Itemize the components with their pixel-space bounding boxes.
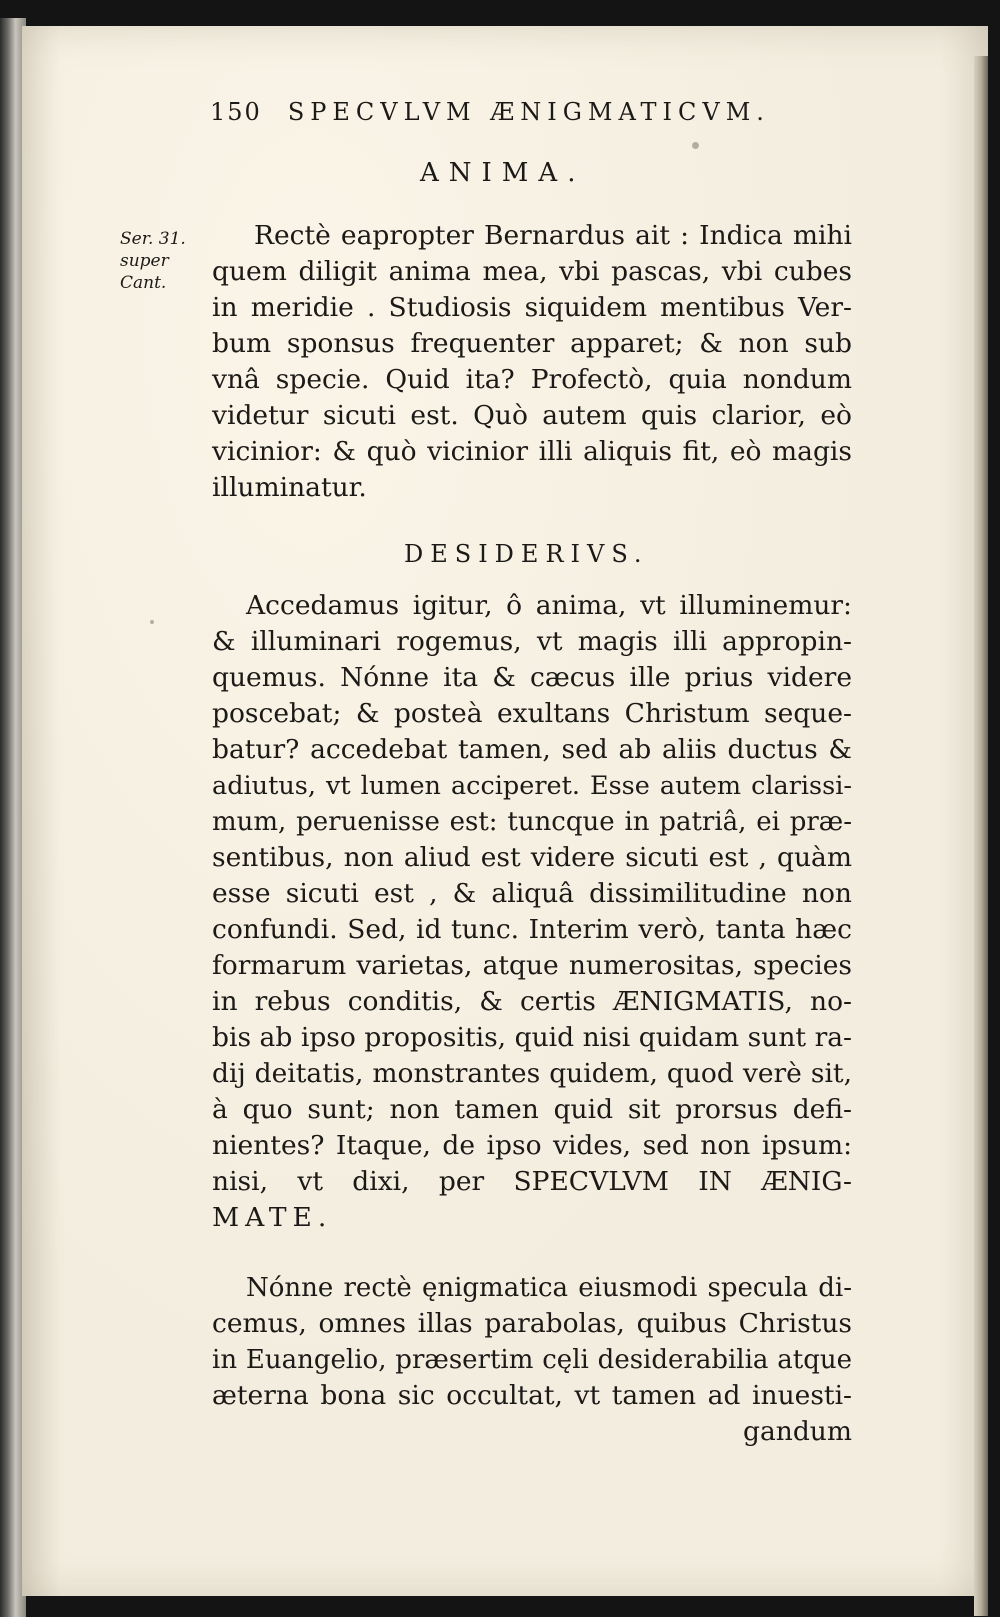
margin-note	[120, 228, 210, 294]
text-line: illuminatur.	[212, 472, 367, 503]
paragraph-continuation	[212, 1270, 852, 1450]
text-line: quemus. Nónne ita & cæcus ille prius videre	[212, 662, 852, 693]
text-line: Rectè eapropter Bernardus ait : Indica mihi	[254, 220, 852, 251]
running-title: SPECVLVM ÆNIGMATICVM.	[287, 98, 770, 126]
text-line: Nónne rectè ęnigmatica eiusmodi specula di-	[246, 1273, 852, 1303]
text-line: videtur sicuti est. Quò autem quis clarior, eò	[212, 400, 852, 431]
text-line: vnâ specie. Quid ita? Profectò, quia nondum	[212, 364, 852, 395]
text-line: sentibus, non aliud est videre sicuti est , quàm	[212, 842, 852, 873]
page-number: 150	[210, 98, 262, 126]
margin-note-line: Cant.	[120, 273, 167, 293]
text-line: MATE.	[212, 1202, 333, 1233]
text-line: & illuminari rogemus, vt magis illi appropin-	[212, 626, 852, 657]
text-line: dij deitatis, monstrantes quidem, quod verè sit,	[212, 1058, 852, 1089]
ink-speck	[150, 620, 154, 624]
catchword: gandum	[743, 1416, 852, 1447]
text-line: mum, peruenisse est: tuncque in patriâ, ei præ-	[212, 807, 852, 837]
text-line: esse sicuti est , & aliquâ dissimilitudine non	[212, 878, 852, 909]
text-line: vicinior: & quò vicinior illi aliquis fit, eò magis	[212, 436, 852, 467]
text-line: poscebat; & posteà exultans Christum seque-	[212, 698, 852, 729]
text-line: batur? accedebat tamen, sed ab aliis ductus &	[212, 734, 852, 765]
section-heading-desiderius: DESIDERIVS.	[404, 540, 649, 568]
running-head	[210, 98, 770, 126]
text-line: nientes? Itaque, de ipso vides, sed non ipsum:	[212, 1130, 852, 1161]
margin-note-line: Ser. 31.	[120, 229, 186, 249]
ink-speck	[692, 142, 699, 149]
text-line: à quo sunt; non tamen quid sit prorsus defi-	[212, 1094, 852, 1125]
text-line: adiutus, vt lumen acciperet. Esse autem clarissi-	[212, 771, 852, 801]
text-line: formarum varietas, atque numerositas, species	[212, 950, 852, 981]
text-line: æterna bona sic occultat, vt tamen ad inuesti-	[212, 1380, 852, 1411]
text-line: bum sponsus frequenter apparet; & non sub	[212, 328, 852, 359]
text-line: Accedamus igitur, ô anima, vt illuminemur:	[246, 590, 852, 621]
paragraph-desiderius	[212, 588, 852, 1236]
page-edge	[974, 56, 988, 1616]
text-line: nisi, vt dixi, per SPECVLVM IN ÆNIG-	[212, 1166, 852, 1197]
section-heading-anima: ANIMA.	[420, 158, 586, 188]
text-line: bis ab ipso propositis, quid nisi quidam sunt ra-	[212, 1022, 852, 1053]
text-line: in meridie . Studiosis siquidem mentibus Ver-	[212, 292, 852, 323]
text-line: confundi. Sed, id tunc. Interim verò, tanta hæc	[212, 914, 852, 945]
text-line: quem diligit anima mea, vbi pascas, vbi cubes	[212, 256, 852, 287]
text-line: in rebus conditis, & certis ÆNIGMATIS, no-	[212, 986, 852, 1017]
text-line: cemus, omnes illas parabolas, quibus Christus	[212, 1308, 852, 1339]
text-line: in Euangelio, præsertim cęli desiderabilia atque	[212, 1345, 852, 1375]
paragraph-anima	[212, 218, 852, 506]
margin-note-line: super	[120, 251, 169, 271]
